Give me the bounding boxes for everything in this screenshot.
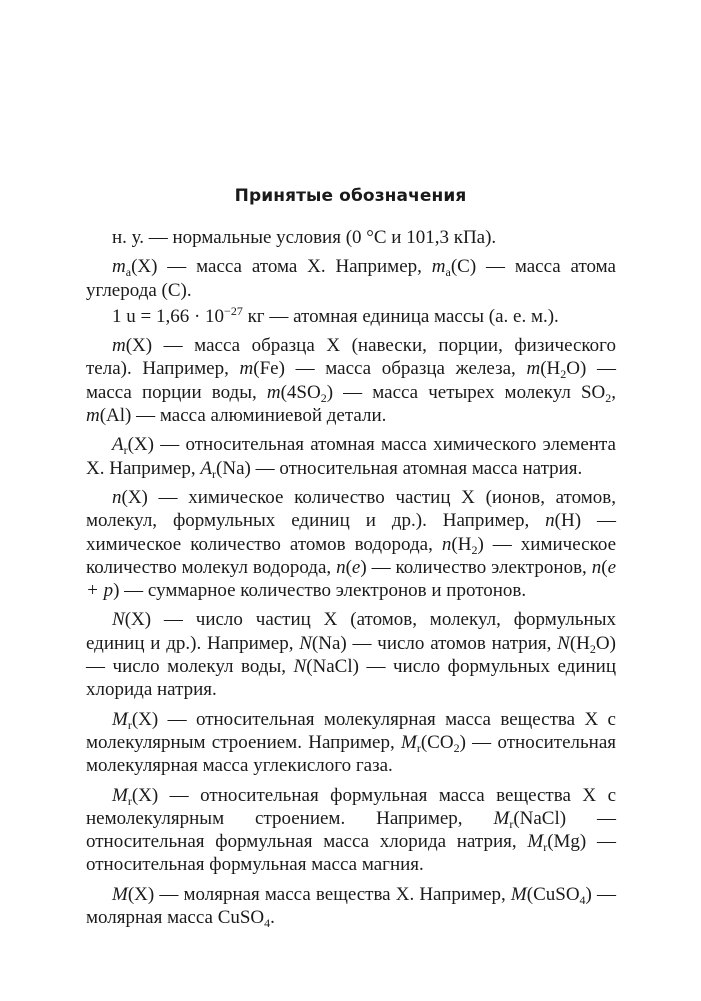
symbol-N: N xyxy=(557,632,570,654)
symbol-n: n xyxy=(112,486,122,508)
subscript-r: r xyxy=(212,466,217,481)
subscript-r: r xyxy=(509,816,514,831)
text: (X) — масса образца X (навески, порции, физического тела). Например, xyxy=(86,335,616,380)
subscript-r: r xyxy=(416,740,421,755)
symbol-m: m xyxy=(86,405,100,427)
text: (Al) — масса алюминиевой детали. xyxy=(99,405,387,427)
symbol-m: m xyxy=(266,381,281,403)
symbol-n: n xyxy=(441,533,452,555)
symbol-M: M xyxy=(493,807,510,829)
symbol-A: A xyxy=(200,457,213,479)
text: (Mg) — относительная формульная масса магния. xyxy=(86,831,616,876)
paragraph-chemical-amount xyxy=(86,486,616,602)
text: ) — количество электронов, xyxy=(360,556,592,578)
text: (NaCl) — число формульных единиц хлорида натрия. xyxy=(86,656,616,701)
subscript: 2 xyxy=(453,740,460,755)
symbol-m: m xyxy=(431,256,446,278)
symbol-N: N xyxy=(112,609,125,631)
symbol-n: n xyxy=(591,556,602,578)
notation-list xyxy=(86,226,616,935)
text: (H xyxy=(451,533,472,555)
paragraph-sample-mass xyxy=(86,334,616,427)
symbol-e: e xyxy=(351,556,361,578)
text: ) — масса четырех молекул SO xyxy=(326,381,606,403)
text: (4SO xyxy=(280,381,321,403)
text: ) — молярная масса CuSO xyxy=(86,883,616,929)
symbol-N: N xyxy=(293,656,307,678)
text: O) — число молекул воды, xyxy=(86,632,616,678)
text: (X) — число частиц X (атомов, молекул, формульных единиц и др.). Например, xyxy=(86,609,616,654)
subscript-r: r xyxy=(543,840,548,855)
text: (X) — относительная формульная масса вещества X с немолекулярным строением. Например, xyxy=(86,784,616,829)
text: ( xyxy=(601,556,608,578)
symbol-n: n xyxy=(545,510,555,532)
text: (H xyxy=(540,358,561,380)
symbol-M: M xyxy=(112,883,128,905)
paragraph-particle-number xyxy=(86,608,616,701)
subscript-a: a xyxy=(445,265,451,280)
symbol-n: n xyxy=(336,556,346,578)
symbol-m: m xyxy=(526,358,541,380)
text: ) — химическое количество молекул водорода, xyxy=(86,533,616,578)
subscript: 4 xyxy=(264,916,271,931)
subscript-a: a xyxy=(125,265,132,280)
text: (X) — химическое количество частиц X (ионов, атомов, молекул, формульных единиц и др.). Например, xyxy=(86,486,616,532)
text: (Na) — относительная атомная масса натрия. xyxy=(216,457,583,479)
paragraph-atomic-mass-unit xyxy=(86,305,616,328)
subscript: 4 xyxy=(579,892,586,907)
subscript: 2 xyxy=(605,390,612,405)
paragraph-normal-conditions xyxy=(86,226,616,249)
text: ( xyxy=(345,556,352,578)
symbol-N: N xyxy=(299,632,312,654)
subscript: 2 xyxy=(589,641,596,656)
paragraph-relative-atomic-mass xyxy=(86,433,616,480)
paragraph-molar-mass xyxy=(86,883,616,930)
text: кг — атомная единица массы (а. е. м.). xyxy=(242,305,559,327)
symbol-m: m xyxy=(112,335,126,357)
subscript-r: r xyxy=(127,793,132,808)
text: ) — относительная молекулярная масса углекислого газа. xyxy=(86,731,616,777)
text: ) — суммарное количество электронов и протонов. xyxy=(113,580,527,602)
text: O) — масса порции воды, xyxy=(86,358,616,403)
paragraph-relative-molecular-mass xyxy=(86,708,616,778)
paragraph-relative-formula-mass xyxy=(86,784,616,877)
text: (H) — химическое количество атомов водорода, xyxy=(86,510,616,555)
symbol-m: m xyxy=(239,358,254,380)
exponent: −27 xyxy=(224,303,243,318)
text: (Na) — число атомов натрия, xyxy=(311,632,558,654)
text: . xyxy=(270,907,275,929)
symbol-M: M xyxy=(112,708,128,730)
symbol-m: m xyxy=(112,256,126,278)
text: (X) — молярная масса вещества X. Например, xyxy=(127,883,511,905)
paragraph-atom-mass xyxy=(86,255,616,302)
subscript: 2 xyxy=(471,542,478,557)
subscript-r: r xyxy=(127,717,132,732)
subscript-r: r xyxy=(123,443,128,458)
page-title: Принятые обозначения xyxy=(234,186,467,206)
subscript: 2 xyxy=(560,367,567,382)
text: (X) — относительная молекулярная масса вещества X с молекулярным строением. Например, xyxy=(86,708,616,753)
text: (C) — масса атома углерода (C). xyxy=(86,256,616,301)
text: (NaCl) — относительная формульная масса хлорида натрия, xyxy=(86,807,616,853)
symbol-e-plus-p: e + p xyxy=(86,556,617,602)
text: (H xyxy=(569,632,590,654)
symbol-A: A xyxy=(112,434,124,456)
subscript: 2 xyxy=(320,390,327,405)
text: , xyxy=(611,381,616,403)
symbol-M: M xyxy=(527,831,544,853)
text: 1 u = 1,66 · 10 xyxy=(112,305,225,327)
text: н. у. — нормальные условия (0 °С и 101,3 кПа). xyxy=(112,227,497,248)
symbol-M: M xyxy=(112,784,128,806)
text: (Fe) — масса образца железа, xyxy=(253,358,527,380)
text: (X) — относительная атомная масса химического элемента X. Например, xyxy=(86,434,616,479)
text: (X) — масса атома X. Например, xyxy=(131,256,432,278)
symbol-M: M xyxy=(401,731,417,753)
text: (CuSO xyxy=(526,883,580,905)
symbol-M: M xyxy=(510,883,527,905)
text: (CO xyxy=(420,731,454,753)
